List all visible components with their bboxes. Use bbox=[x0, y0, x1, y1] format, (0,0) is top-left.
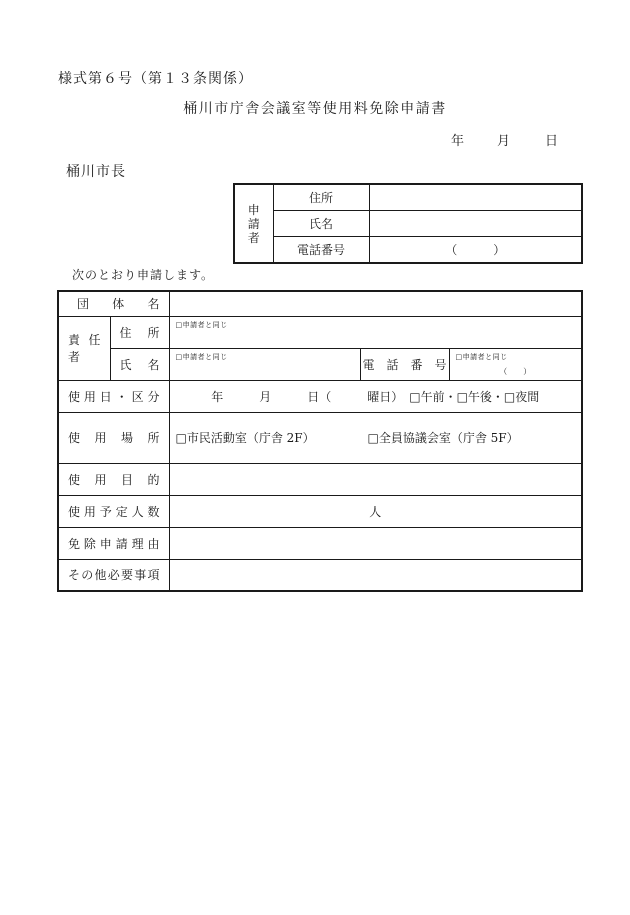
group-name-label: 団 体 名 bbox=[58, 291, 169, 316]
responsible-phone-label: 電 話 番 号 bbox=[360, 348, 449, 380]
applicant-side-label bbox=[234, 184, 273, 263]
other-items-field[interactable] bbox=[169, 559, 582, 591]
use-date-label: 使用日・区分 bbox=[58, 380, 169, 412]
same-as-applicant-checkbox[interactable]: □申請者と同じ bbox=[175, 352, 228, 361]
responsible-address-field[interactable] bbox=[169, 316, 582, 348]
applicant-name-label: 氏名 bbox=[273, 211, 369, 237]
date-year-label: 年 bbox=[451, 134, 465, 149]
exemption-reason-field[interactable] bbox=[169, 527, 582, 559]
group-name-field[interactable] bbox=[169, 291, 582, 316]
responsible-name-label: 氏 名 bbox=[110, 348, 169, 380]
exemption-reason-label: 免除申請理由 bbox=[58, 527, 169, 559]
same-as-applicant-checkbox[interactable]: □申請者と同じ bbox=[455, 352, 508, 361]
applicant-address-field[interactable] bbox=[369, 184, 582, 211]
expected-people-label: 使用予定人数 bbox=[58, 495, 169, 527]
use-date-field[interactable]: 年 月 日（ 曜日） □午前・□午後・□夜間 bbox=[169, 380, 582, 412]
applicant-side-char: 請 bbox=[247, 216, 260, 231]
date-day-label: 日 bbox=[545, 134, 559, 149]
phone-area-code-paren: （ ） bbox=[499, 366, 532, 376]
responsible-name-field[interactable] bbox=[169, 348, 360, 380]
responsible-address-label: 住 所 bbox=[110, 316, 169, 348]
same-as-applicant-checkbox[interactable]: □申請者と同じ bbox=[175, 320, 228, 329]
application-table bbox=[57, 290, 583, 592]
form-number: 様式第６号（第１３条関係） bbox=[58, 71, 253, 87]
applicant-phone-label: 電話番号 bbox=[273, 237, 369, 264]
applicant-phone-field[interactable]: （ ） bbox=[369, 237, 582, 264]
date-month-label: 月 bbox=[497, 134, 511, 149]
use-place-field[interactable] bbox=[169, 412, 582, 463]
expected-people-field[interactable]: 人 bbox=[169, 495, 582, 527]
responsible-person-label: 責任者 bbox=[58, 316, 110, 380]
use-place-label: 使 用 場 所 bbox=[58, 412, 169, 463]
place-option-council-room[interactable]: □全員協議会室（庁舎 5F） bbox=[367, 431, 519, 445]
place-option-citizen-room[interactable]: □市民活動室（庁舎 2F） bbox=[175, 431, 315, 445]
applicant-side-char: 者 bbox=[247, 230, 260, 245]
applicant-side-char: 申 bbox=[247, 202, 260, 217]
applicant-name-field[interactable] bbox=[369, 211, 582, 237]
document-title: 桶川市庁舎会議室等使用料免除申請書 bbox=[183, 101, 447, 117]
other-items-label: その他必要事項 bbox=[58, 559, 169, 591]
use-purpose-field[interactable] bbox=[169, 463, 582, 495]
intro-text: 次のとおり申請します。 bbox=[72, 268, 215, 282]
use-purpose-label: 使 用 目 的 bbox=[58, 463, 169, 495]
responsible-phone-field[interactable] bbox=[449, 348, 582, 380]
applicant-address-label: 住所 bbox=[273, 184, 369, 211]
addressee: 桶川市長 bbox=[66, 164, 126, 180]
applicant-table bbox=[233, 183, 583, 264]
